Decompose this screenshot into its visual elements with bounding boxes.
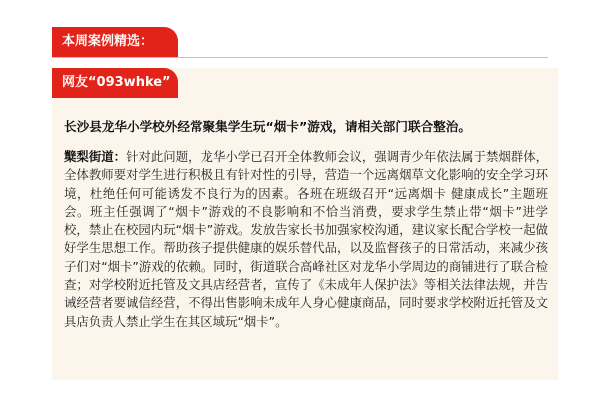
reply-text: 针对此问题，龙华小学已召开全体教师会议，强调青少年依法属于禁烟群体，全体教师要对学生进行积极且有针对性的引导，营造一个远离烟草文化影响的安全学习环境，杜绝任何可能诱发不良行为的因素。各班在班级召开“远离烟卡 健康成长”主题班会。班主任强调了“烟卡”游戏的不良影响和不恰当消费，要求学生禁止带“烟卡”进学校，禁止在校园内玩“烟卡”游戏。发放告家长书加强家校沟通，建议家长配合学校一起做好学生思想工作。帮助孩子提供健康的娱乐替代品，以及监督孩子的日常活动，来减少孩子们对“烟卡”游戏的依赖。同时，街道联合高峰社区对龙华小学周边的商铺进行了联合检查；对学校附近托管及文具店经营者，宣传了《未成年人保护法》等相关法律法规，并告诫经营者要诚信经营，不得出售影响未成年人身心健康商品，同时要求学校附近托管及文具店负责人禁止学生在其区域玩“烟卡”。	[64, 149, 549, 329]
reply-paragraph	[64, 148, 548, 331]
section-title-tag: 本周案例精选：	[52, 27, 178, 57]
case-card	[52, 68, 558, 380]
reply-speaker: 櫱梨街道：	[64, 149, 127, 164]
user-tag: 网友“093whke”	[52, 68, 178, 98]
case-title: 长沙县龙华小学校外经常聚集学生玩“烟卡”游戏，请相关部门联合整治。	[64, 119, 471, 134]
section-divider	[52, 57, 548, 58]
